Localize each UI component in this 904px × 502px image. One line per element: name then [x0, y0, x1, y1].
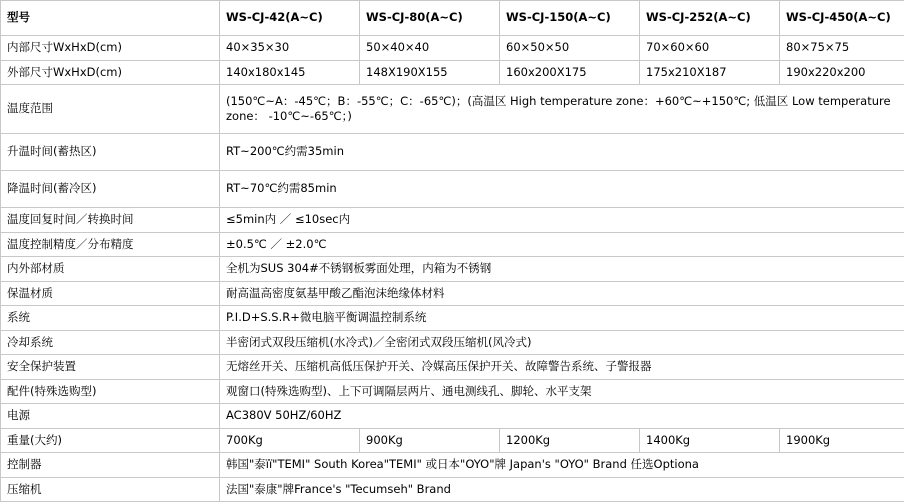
row-label: 温度回复时间／转换时间: [1, 208, 220, 233]
table-body: [1, 1, 904, 502]
table-row: [1, 330, 904, 355]
row-value: 观窗口(特殊选购型)、上下可调隔层两片、通电测线孔、脚轮、水平支架: [220, 379, 904, 404]
row-cell: 60×50×50: [500, 36, 640, 61]
table-row: [1, 134, 904, 171]
row-value: RT~200℃约需35min: [220, 134, 904, 171]
row-cell: 140x180x145: [220, 60, 360, 85]
row-label: 冷却系统: [1, 330, 220, 355]
table-row: [1, 281, 904, 306]
row-value: 韩国"泰її"TEMI" South Korea"TEMI" 或日本"OYO"牌 Japan's "OYO" Brand 任选Optiona: [220, 453, 904, 478]
row-cell: 700Kg: [220, 428, 360, 453]
row-cell: 160x200X175: [500, 60, 640, 85]
row-cell: 175x210X187: [640, 60, 780, 85]
row-label: 内外部材质: [1, 257, 220, 282]
row-cell: 1400Kg: [640, 428, 780, 453]
model-header-1: WS-CJ-42(A~C): [220, 1, 360, 36]
table-row: [1, 60, 904, 85]
table-row: [1, 36, 904, 61]
row-value: 半密闭式双段压缩机(水冷式)／全密闭式双段压缩机(风冷式): [220, 330, 904, 355]
row-label: 重量(大约): [1, 428, 220, 453]
row-cell: 70×60×60: [640, 36, 780, 61]
row-label: 控制器: [1, 453, 220, 478]
row-label: 降温时间(蓄冷区): [1, 171, 220, 208]
table-row: [1, 428, 904, 453]
table-row: [1, 404, 904, 429]
table-row: [1, 453, 904, 478]
row-label: 外部尺寸WxHxD(cm): [1, 60, 220, 85]
model-header-4: WS-CJ-252(A~C): [640, 1, 780, 36]
table-row: [1, 306, 904, 331]
table-row: [1, 355, 904, 380]
table-row: [1, 232, 904, 257]
row-label: 压缩机: [1, 477, 220, 502]
table-row: [1, 379, 904, 404]
row-label: 内部尺寸WxHxD(cm): [1, 36, 220, 61]
row-label: 安全保护装置: [1, 355, 220, 380]
row-cell: 50×40×40: [360, 36, 500, 61]
model-header-2: WS-CJ-80(A~C): [360, 1, 500, 36]
row-value: AC380V 50HZ/60HZ: [220, 404, 904, 429]
row-label: 保温材质: [1, 281, 220, 306]
row-value: ±0.5℃ ／ ±2.0℃: [220, 232, 904, 257]
model-header-3: WS-CJ-150(A~C): [500, 1, 640, 36]
table-row: [1, 477, 904, 502]
table-header-row: [1, 1, 904, 36]
header-label-cell: 型号: [1, 1, 220, 36]
table-row: [1, 171, 904, 208]
row-value: 全机为SUS 304#不锈钢板雾面处理，内箱为不锈钢: [220, 257, 904, 282]
table-row: [1, 257, 904, 282]
row-value: P.I.D+S.S.R+微电脑平衡调温控制系统: [220, 306, 904, 331]
row-value: 耐高温高密度氨基甲酸乙酯泡沫绝缘体材料: [220, 281, 904, 306]
row-cell: 900Kg: [360, 428, 500, 453]
row-label: 配件(特殊选购型): [1, 379, 220, 404]
row-cell: 1900Kg: [780, 428, 904, 453]
row-value: RT~70℃约需85min: [220, 171, 904, 208]
row-value: ≤5min内 ／ ≤10sec内: [220, 208, 904, 233]
row-cell: 80×75×75: [780, 36, 904, 61]
row-label: 温度范围: [1, 85, 220, 134]
row-value: (150℃~A：-45℃；B：-55℃；C：-65℃)；(高温区 High temperature zone：+60℃~+150℃; 低温区 Low temperature zone： -10℃~-65℃；): [220, 85, 904, 134]
table-row: [1, 85, 904, 134]
row-label: 升温时间(蓄热区): [1, 134, 220, 171]
table-row: [1, 208, 904, 233]
row-cell: 40×35×30: [220, 36, 360, 61]
row-cell: 1200Kg: [500, 428, 640, 453]
row-value: 法国"泰康"牌France's "Tecumseh" Brand: [220, 477, 904, 502]
row-label: 系统: [1, 306, 220, 331]
row-value: 无熔丝开关、压缩机高低压保护开关、冷媒高压保护开关、故障警告系统、子警报器: [220, 355, 904, 380]
row-cell: 190x220x200: [780, 60, 904, 85]
row-label: 温度控制精度／分布精度: [1, 232, 220, 257]
row-cell: 148X190X155: [360, 60, 500, 85]
model-header-5: WS-CJ-450(A~C): [780, 1, 904, 36]
row-label: 电源: [1, 404, 220, 429]
